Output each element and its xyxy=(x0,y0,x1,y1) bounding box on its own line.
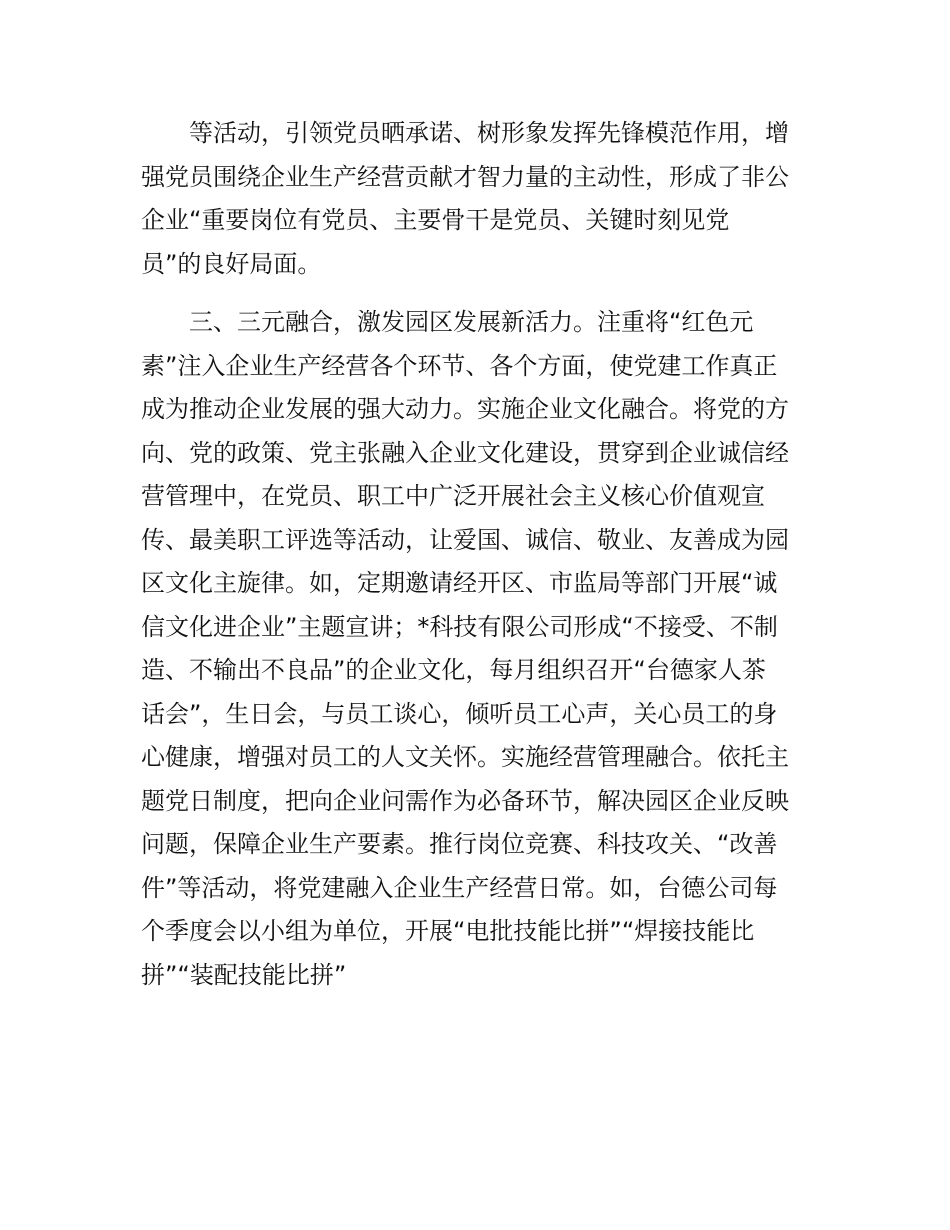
paragraph-line: 向、党的政策、党主张融入企业文化建设，贯穿到企业诚信经 xyxy=(141,438,789,467)
paragraph-line: 造、不输出不良品”的企业文化，每月组织召开“台德家人茶 xyxy=(141,656,766,684)
paragraph-line: 营管理中，在党员、职工中广泛开展社会主义核心价值观宣 xyxy=(141,482,765,510)
paragraph-line: 成为推动企业发展的强大动力。实施企业文化融合。将党的方 xyxy=(141,395,789,423)
paragraph-line: 件”等活动，将党建融入企业生产经营日常。如，台德公司每 xyxy=(141,873,778,902)
paragraph-line: 企业“重要岗位有党员、主要骨干是党员、关键时刻见党 xyxy=(141,206,730,234)
paragraph-line: 三、三元融合，激发园区发展新活力。注重将“红色元 xyxy=(189,308,754,336)
paragraph-line: 心健康，增强对员工的人文关怀。实施经营管理融合。依托主 xyxy=(141,743,789,771)
paragraph-line: 信文化进企业”主题宣讲；*科技有限公司形成“不接受、不制 xyxy=(141,612,778,641)
paragraph-line: 传、最美职工评选等活动，让爱国、诚信、敬业、友善成为园 xyxy=(141,525,789,554)
paragraph-line: 题党日制度，把向企业问需作为必备环节，解决园区企业反映 xyxy=(141,786,789,815)
paragraph-line: 强党员围绕企业生产经营贡献才智力量的主动性，形成了非公 xyxy=(141,162,789,191)
paragraph-1 xyxy=(141,112,821,286)
paragraph-line: 区文化主旋律。如，定期邀请经开区、市监局等部门开展“诚 xyxy=(141,569,778,597)
paragraph-line: 问题，保障企业生产要素。推行岗位竞赛、科技攻关、“改善 xyxy=(141,830,778,858)
paragraph-2 xyxy=(141,301,821,997)
paragraph-line: 等活动，引领党员晒承诺、树形象发挥先锋模范作用，增 xyxy=(189,119,789,147)
paragraph-line: 素”注入企业生产经营各个环节、各个方面，使党建工作真正 xyxy=(141,351,778,380)
paragraph-line: 话会”，生日会，与员工谈心，倾听员工心声，关心员工的身 xyxy=(141,699,778,728)
paragraph-line: 个季度会以小组为单位，开展“电批技能比拼”“焊接技能比 xyxy=(141,917,755,945)
paragraph-line: 拼”“装配技能比拼” xyxy=(141,960,347,989)
paragraph-line: 员”的良好局面。 xyxy=(141,249,322,278)
